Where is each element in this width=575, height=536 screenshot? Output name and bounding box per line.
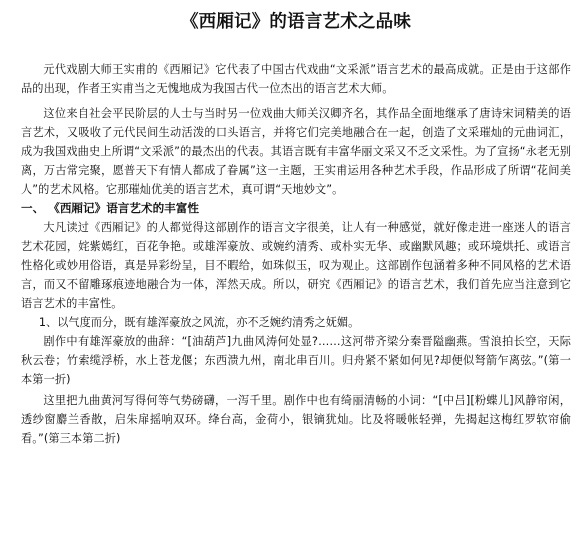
- body-paragraph: 这位来自社会平民阶层的人士与当时另一位戏曲大师关汉卿齐名，其作品全面地继承了唐诗宋词精美的语言艺术，又吸收了元代民间生动活泼的口头语言，并将它们完美地融合在一起，创造了文采璀灿的元曲词汇，成为我国戏曲史上所谓“文采派”的最杰出的代表。其语言既有丰富华丽文采又不乏文采性。为了宣扬“永老无别离，万古常完聚，愿普天下有情人都成了眷属”这一主题，王实甫运用各种艺术手段，作品形成了所谓“花间美人”的艺术风格。它那璀灿优美的语言艺术，真可谓“天地妙文”。: [21, 107, 571, 196]
- quote-paragraph: 剧作中有雄浑豪放的曲辞：“[油葫芦]九曲风涛何处显?……这河带齐梁分秦晋隘幽燕。雪浪拍长空，天际秋云卷；竹索缆浮桥，水上苍龙偃；东西溃九州，南北串百川。归舟紧不紧如何见?却便似弩箭乍离弦。”(第一本第一折): [21, 335, 571, 386]
- section-heading: 一、 《西厢记》语言艺术的丰富性: [21, 201, 199, 215]
- intro-paragraph: 元代戏剧大师王实甫的《西厢记》它代表了中国古代戏曲“文采派”语言艺术的最高成就。正是由于这部作品的出现，作者王实甫当之无愧地成为我国古代一位杰出的语言艺术大师。: [21, 63, 571, 95]
- document-title: 《西厢记》的语言艺术之品味: [180, 12, 412, 32]
- quote-paragraph: 这里把九曲黄河写得何等气势磅礴，一泻千里。剧作中也有绮丽清畅的小词：“[中吕][粉蝶儿]风静帘闲，透纱窗麝兰香散，启朱扉摇响双环。绛台高，金荷小，银镝犹灿。比及将暖帐轻弹，先揭起这梅红罗软帘偷看。”(第三本第二折): [21, 394, 571, 445]
- section-paragraph: 大凡读过《西厢记》的人都觉得这部剧作的语言文字很美，让人有一种感觉，就好像走进一座迷人的语言艺术花园，姹紫嫣红，百花争艳。或雄浑豪放、或婉约清秀、或朴实无华、或幽默风趣；或环境烘托、或语言性格化或妙用俗语，真是异彩纷呈，目不暇给，如珠似玉，叹为观止。这部剧作包涵着多种不同风格的艺术语言，而又不留雕琢痕迹地融合为一体，浑然天成。所以，研究《西厢记》的语言艺术，我们首先应当注意到它语言艺术的丰富性。: [21, 221, 571, 310]
- subsection-heading: 1、以气度而分，既有雄浑豪放之风流，亦不乏婉约清秀之妩媚。: [38, 316, 360, 329]
